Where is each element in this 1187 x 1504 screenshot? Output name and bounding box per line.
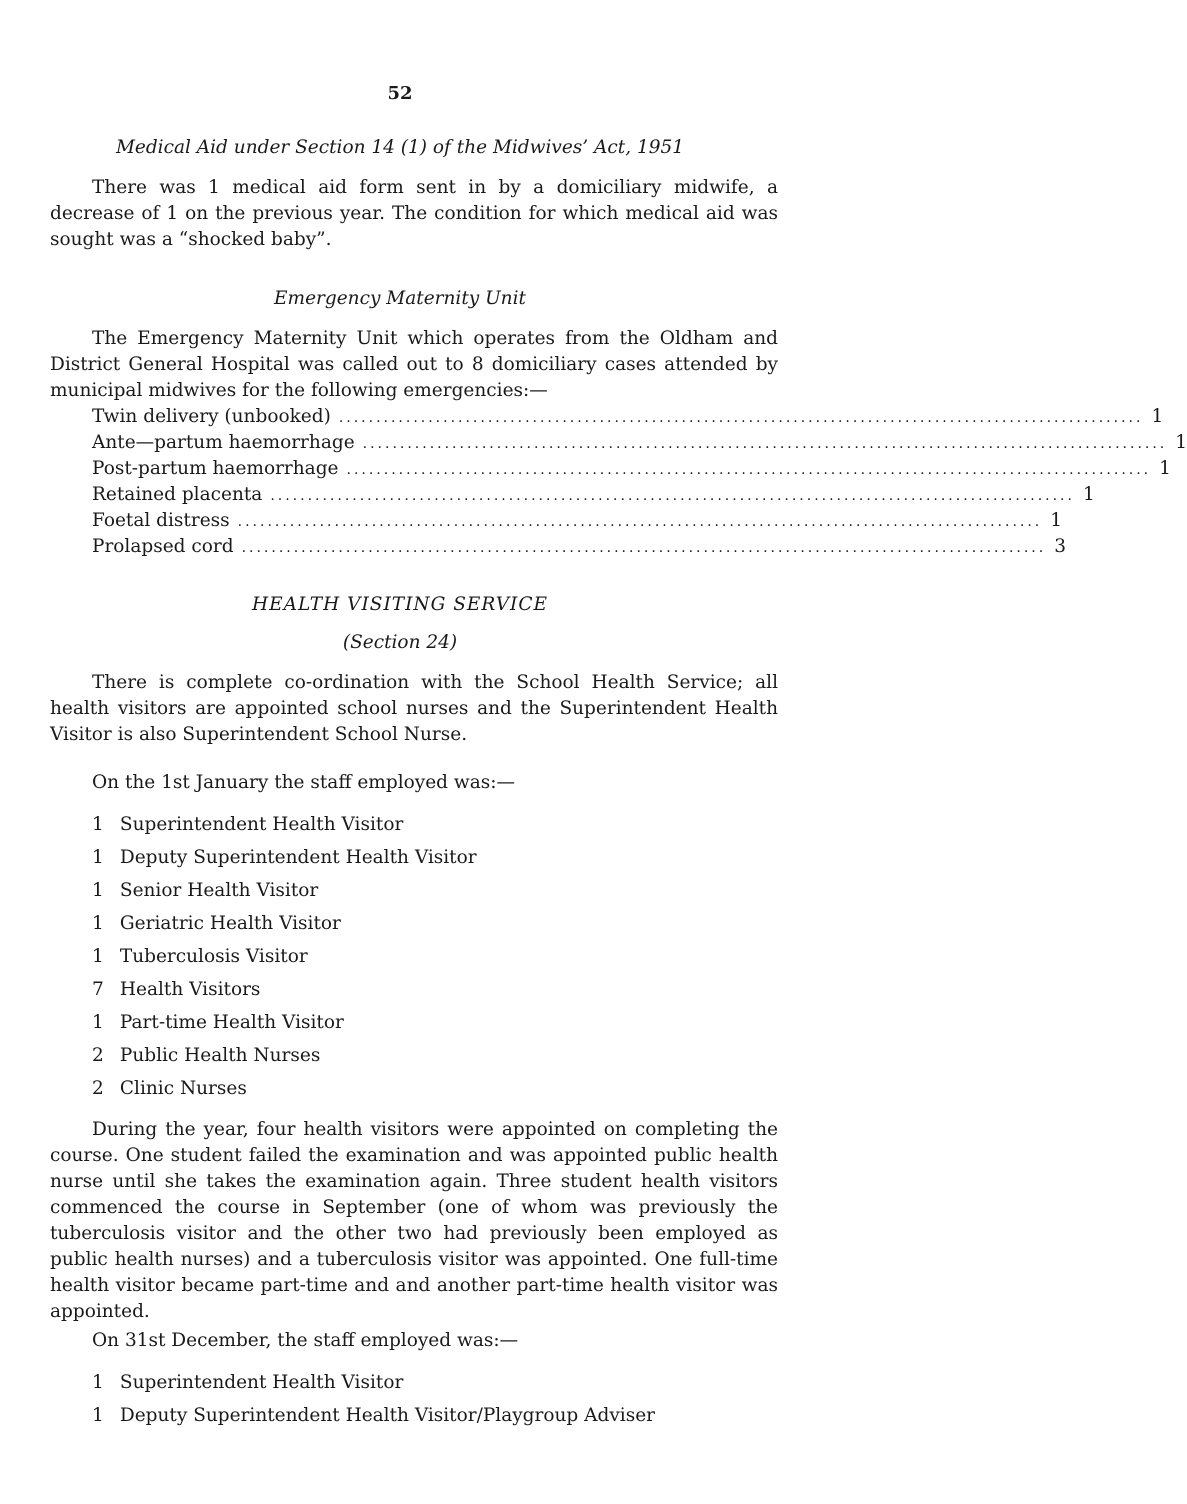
staff-role: Deputy Superintendent Health Visitor [119, 847, 477, 868]
staff-row [92, 944, 308, 970]
emergency-item-count: 3 [1054, 536, 1066, 557]
emergency-item-count: 1 [1050, 510, 1063, 531]
leader-dots: ............................................................................................................ [270, 488, 1075, 504]
staff-row [92, 911, 341, 937]
staff-count: 1 [92, 847, 104, 868]
staff-count: 1 [92, 1012, 104, 1033]
staff-row [92, 1043, 320, 1069]
staff-role: Senior Health Visitor [119, 880, 319, 901]
leader-dots: ............................................................................................................ [241, 540, 1047, 556]
emergency-item-count: 1 [1082, 484, 1095, 505]
leader-dots: ............................................................................................................ [237, 514, 1043, 530]
staff-row [92, 1403, 655, 1429]
staff-row [92, 878, 318, 904]
staff-row [92, 845, 477, 871]
staff-count: 2 [92, 1078, 104, 1099]
emergency-item [92, 456, 1171, 482]
staff-count: 1 [92, 880, 104, 901]
staff-row [92, 977, 260, 1003]
staff-row [92, 812, 403, 838]
staff-role: Clinic Nurses [119, 1078, 247, 1099]
emergency-item-count: 1 [1175, 432, 1187, 453]
emergency-item [92, 404, 1164, 430]
staff-count: 1 [92, 946, 104, 967]
emergency-item-count: 1 [1159, 458, 1171, 479]
staff-count: 1 [92, 814, 104, 835]
staff-count: 7 [92, 979, 104, 1000]
staff-jan-intro: On the 1st January the staff employed was:— [92, 772, 515, 793]
staff-role: Superintendent Health Visitor [119, 1372, 404, 1393]
staff-count: 1 [92, 1405, 104, 1426]
emergency-item-label: Twin delivery (unbooked) [92, 406, 331, 427]
page-number: 52 [387, 83, 413, 104]
emergency-item-label: Retained placenta [92, 484, 263, 505]
leader-dots: ............................................................................................................ [362, 436, 1168, 452]
staff-dec-intro: On 31st December, the staff employed was:— [92, 1330, 519, 1351]
staff-row [92, 1010, 344, 1036]
section-subheading: (Section 24) [342, 632, 458, 653]
staff-row [92, 1076, 247, 1102]
staff-count: 1 [92, 1372, 104, 1393]
year-summary-paragraph: During the year, four health visitors were appointed on completing the course. One student failed the examination and was appointed public health nurse until she takes the examination again. Three student health visitors commenced the course in September (one of whom was previously the tuberculosis visitor and the other two had previously been employed as public health nurses) and a tuberculosis visitor was appointed. One full-time health visitor became part-time and and another part-time health visitor was appointed. [50, 1119, 778, 1322]
staff-role: Geriatric Health Visitor [119, 913, 341, 934]
emergency-item-label: Prolapsed cord [92, 536, 234, 557]
staff-role: Deputy Superintendent Health Visitor/Playgroup Adviser [119, 1405, 655, 1426]
leader-dots: ............................................................................................................ [346, 462, 1152, 478]
emergency-item-label: Ante—partum haemorrhage [92, 432, 355, 453]
emergency-item [92, 430, 1187, 456]
health-visiting-heading: HEALTH VISITING SERVICE [251, 594, 549, 615]
emergency-paragraph: The Emergency Maternity Unit which operates from the Oldham and District General Hospital was called out to 8 domiciliary cases attended by municipal midwives for the following emergencies:— [50, 328, 778, 401]
emergency-item-label: Foetal distress [92, 510, 230, 531]
staff-role: Superintendent Health Visitor [119, 814, 404, 835]
emergency-item-label: Post-partum haemorrhage [92, 458, 339, 479]
staff-count: 2 [92, 1045, 104, 1066]
medical-aid-heading: Medical Aid under Section 14 (1) of the Midwives’ Act, 1951 [115, 137, 685, 158]
emergency-item [92, 482, 1095, 508]
medical-aid-paragraph: There was 1 medical aid form sent in by a domiciliary midwife, a decrease of 1 on the previous year. The condition for which medical aid was sought was a “shocked baby”. [50, 177, 778, 250]
emergency-item [92, 534, 1066, 560]
staff-role: Tuberculosis Visitor [119, 946, 308, 967]
staff-count: 1 [92, 913, 104, 934]
staff-role: Part-time Health Visitor [119, 1012, 344, 1033]
leader-dots: ............................................................................................................ [338, 410, 1144, 426]
staff-role: Public Health Nurses [119, 1045, 321, 1066]
coordination-paragraph: There is complete co-ordination with the School Health Service; all health visitors are appointed school nurses and the Superintendent Health Visitor is also Superintendent School Nurse. [50, 672, 778, 745]
emergency-heading: Emergency Maternity Unit [274, 288, 526, 309]
staff-role: Health Visitors [119, 979, 261, 1000]
staff-row [92, 1370, 403, 1396]
emergency-item-count: 1 [1151, 406, 1164, 427]
emergency-item [92, 508, 1063, 534]
